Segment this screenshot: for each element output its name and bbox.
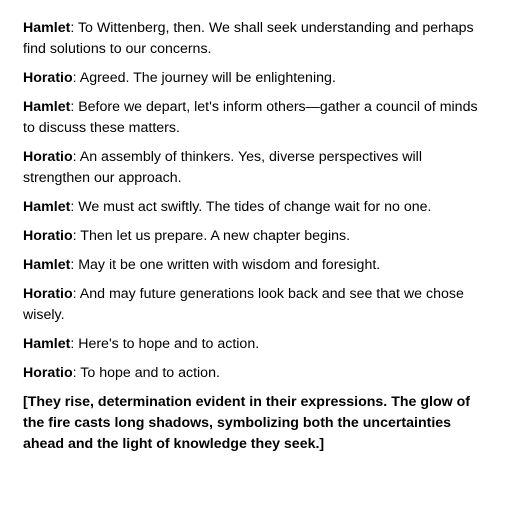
speaker-name: Hamlet <box>23 199 71 215</box>
dialogue-line <box>23 226 485 247</box>
speaker-name: Hamlet <box>23 257 71 273</box>
dialogue-line <box>23 147 485 189</box>
speaker-name: Hamlet <box>23 20 71 36</box>
document-body <box>23 18 485 463</box>
speaker-name: Horatio <box>23 365 73 381</box>
speaker-name: Horatio <box>23 228 73 244</box>
dialogue-line <box>23 18 485 60</box>
speaker-name: Hamlet <box>23 99 71 115</box>
dialogue-line <box>23 284 485 326</box>
dialogue-line <box>23 97 485 139</box>
speaker-name: Hamlet <box>23 336 71 352</box>
dialogue-line <box>23 68 485 89</box>
dialogue-line <box>23 197 485 218</box>
stage-direction: [They rise, determination evident in their expressions. The glow of the fire casts long shadows, symbolizing both the uncertainties ahead and the light of knowledge they seek.] <box>23 394 470 452</box>
dialogue-text: : And may future generations look back and see that we chose wisely. <box>23 286 464 323</box>
dialogue-line <box>23 334 485 355</box>
dialogue-text: : Then let us prepare. A new chapter begins. <box>72 228 351 244</box>
dialogue-text: : To hope and to action. <box>72 365 220 381</box>
speaker-name: Horatio <box>23 286 73 302</box>
speaker-name: Horatio <box>23 149 73 165</box>
dialogue-text: : Here's to hope and to action. <box>70 336 260 352</box>
dialogue-line <box>23 255 485 276</box>
dialogue-text: : Before we depart, let's inform others—gather a council of minds to discuss these matters. <box>23 99 478 136</box>
speaker-name: Horatio <box>23 70 73 86</box>
dialogue-text: : To Wittenberg, then. We shall seek understanding and perhaps find solutions to our concerns. <box>23 20 474 57</box>
dialogue-text: : An assembly of thinkers. Yes, diverse perspectives will strengthen our approach. <box>23 149 422 186</box>
dialogue-text: : May it be one written with wisdom and foresight. <box>70 257 381 273</box>
dialogue-text: : Agreed. The journey will be enlightening. <box>72 70 336 86</box>
dialogue-line <box>23 363 485 384</box>
dialogue-text: : We must act swiftly. The tides of change wait for no one. <box>70 199 432 215</box>
